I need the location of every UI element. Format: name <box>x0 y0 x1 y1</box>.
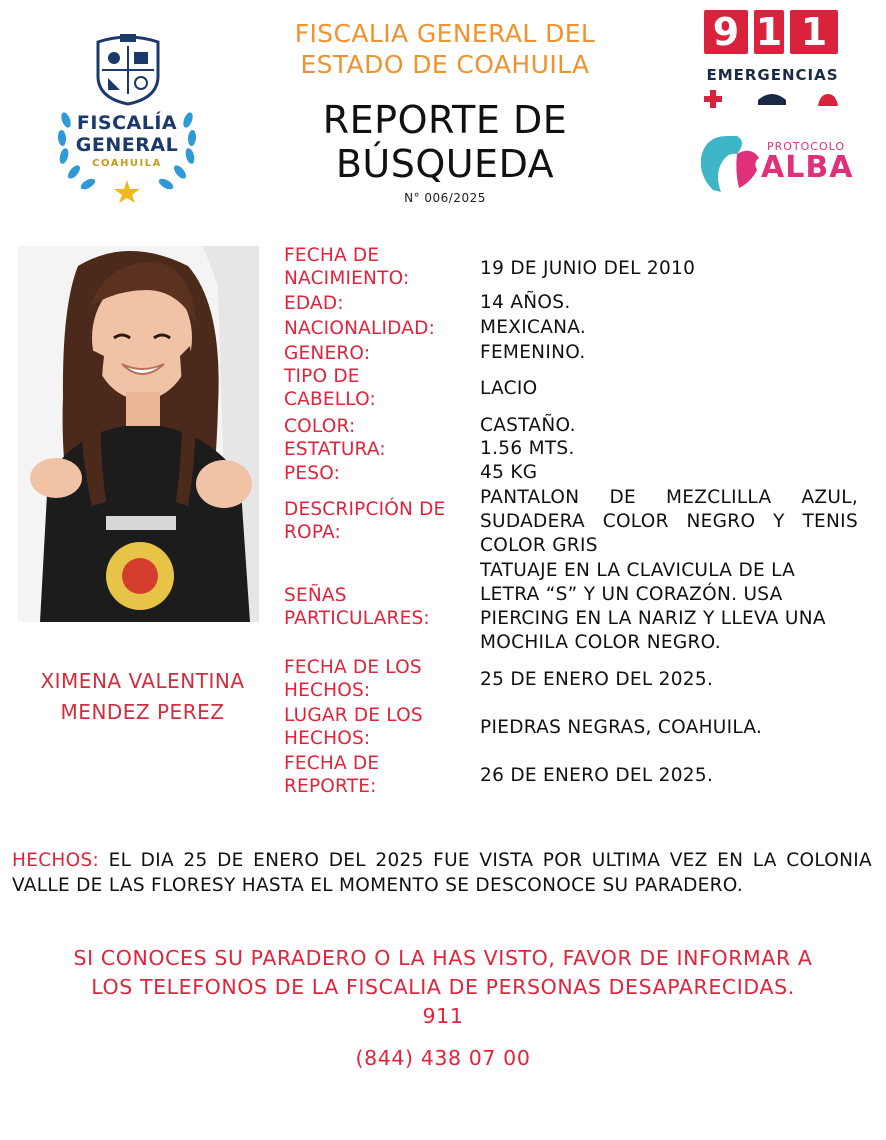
age-label: EDAD: <box>284 293 344 314</box>
digit-9: 9 <box>704 10 748 54</box>
facts-label: HECHOS: <box>12 850 100 871</box>
event-date-label <box>284 656 422 702</box>
emergency-services-icons <box>700 86 845 110</box>
event-date-value: 25 DE ENERO DEL 2025. <box>480 669 714 690</box>
coahuila-coat-of-arms-icon <box>90 32 166 106</box>
marks-value: TATUAJE EN LA CLAVICULA DE LA LETRA “S” Y UN CORAZÓN. USA PIERCING EN LA NARIZ Y LLEVA UNA MOCHILA COLOR NEGRO. <box>480 560 826 653</box>
emergencias-label: EMERGENCIAS <box>706 66 839 84</box>
contact-phone-number: (844) 438 07 00 <box>355 1046 531 1070</box>
logo-text-fiscalia: FISCALÍA <box>76 112 178 134</box>
weight-label: PESO: <box>284 463 341 484</box>
alba-word: ALBA <box>761 150 854 185</box>
logo-text-general: GENERAL <box>75 134 179 156</box>
gender-value: FEMENINO. <box>480 342 586 363</box>
medical-cross-icon <box>704 90 722 108</box>
digit-1-second: 1 <box>790 10 838 54</box>
report-title-line-2: BÚSQUEDA <box>335 142 555 186</box>
report-date-label-line-2: REPORTE: <box>284 776 377 797</box>
event-date-label-line-2: HECHOS: <box>284 680 371 701</box>
event-place-label-line-1: LUGAR DE LOS <box>284 705 423 726</box>
contact-line-2: LOS TELEFONOS DE LA FISCALIA DE PERSONAS DESAPARECIDAS. <box>91 975 795 999</box>
missing-person-photo <box>18 246 259 622</box>
emergency-911-logo <box>700 10 845 110</box>
contact-emergency-number: 911 <box>422 1004 464 1028</box>
report-title <box>240 98 650 186</box>
event-place-label <box>284 704 423 750</box>
marks-label-line-2: PARTICULARES: <box>284 608 430 629</box>
report-date-value: 26 DE ENERO DEL 2025. <box>480 765 714 786</box>
organization-name <box>240 18 650 80</box>
clothing-label <box>284 498 445 544</box>
police-cap-icon <box>758 94 786 105</box>
organization-line-1: FISCALIA GENERAL DEL <box>294 19 596 48</box>
report-date-label <box>284 752 379 798</box>
event-place-value: PIEDRAS NEGRAS, COAHUILA. <box>480 717 763 738</box>
digit-1: 1 <box>755 10 783 54</box>
event-place-label-line-2: HECHOS: <box>284 728 371 749</box>
report-title-line-1: REPORTE DE <box>322 98 568 142</box>
person-name <box>10 666 275 728</box>
nationality-value: MEXICANA. <box>480 317 587 338</box>
color-value: CASTAÑO. <box>480 415 576 436</box>
organization-line-2: ESTADO DE COAHUILA <box>300 50 590 79</box>
marks-label <box>284 584 430 630</box>
height-value: 1.56 MTS. <box>480 438 575 459</box>
person-name-line-2: MENDEZ PEREZ <box>60 700 225 724</box>
hair-type-label <box>284 365 376 411</box>
clothing-value: PANTALON DE MEZCLILLA AZUL, SUDADERA COLOR NEGRO Y TENIS COLOR GRIS <box>480 487 858 556</box>
person-name-line-1: XIMENA VALENTINA <box>40 669 245 693</box>
birth-date-label-line-2: NACIMIENTO: <box>284 268 410 289</box>
clothing-label-line-1: DESCRIPCIÓN DE <box>284 499 446 520</box>
report-number: N° 006/2025 <box>404 191 486 205</box>
birth-date-label-line-1: FECHA DE <box>284 245 380 266</box>
height-label: ESTATURA: <box>284 439 386 460</box>
color-label: COLOR: <box>284 416 356 437</box>
hair-type-label-line-2: CABELLO: <box>284 389 376 410</box>
hair-type-value: LACIO <box>480 378 538 399</box>
protocolo-alba-logo <box>697 130 857 200</box>
marks-label-line-1: SEÑAS <box>284 585 347 606</box>
fire-helmet-icon <box>818 94 838 106</box>
age-value: 14 AÑOS. <box>480 292 571 313</box>
person-portrait-illustration <box>18 246 259 622</box>
hair-type-label-line-1: TIPO DE <box>284 366 360 387</box>
facts-paragraph <box>12 848 872 898</box>
logo-text-coahuila: COAHUILA <box>92 158 162 169</box>
gender-label: GENERO: <box>284 343 371 364</box>
nationality-label: NACIONALIDAD: <box>284 318 436 339</box>
contact-line-1: SI CONOCES SU PARADERO O LA HAS VISTO, FAVOR DE INFORMAR A <box>73 946 813 970</box>
fiscalia-logo <box>52 28 202 203</box>
contact-instructions <box>20 944 866 1031</box>
weight-value: 45 KG <box>480 462 538 483</box>
alba-protocolo-text: PROTOCOLO <box>767 140 846 153</box>
birth-date-label <box>284 244 409 290</box>
event-date-label-line-1: FECHA DE LOS <box>284 657 422 678</box>
clothing-label-line-2: ROPA: <box>284 522 341 543</box>
facts-text: EL DIA 25 DE ENERO DEL 2025 FUE VISTA POR ULTIMA VEZ EN LA COLONIA VALLE DE LAS FLORESY HASTA EL MOMENTO SE DESCONOCE SU PARADERO. <box>12 850 872 896</box>
birth-date-value: 19 DE JUNIO DEL 2010 <box>480 258 696 279</box>
alba-profile-icon <box>697 132 763 196</box>
report-date-label-line-1: FECHA DE <box>284 753 380 774</box>
